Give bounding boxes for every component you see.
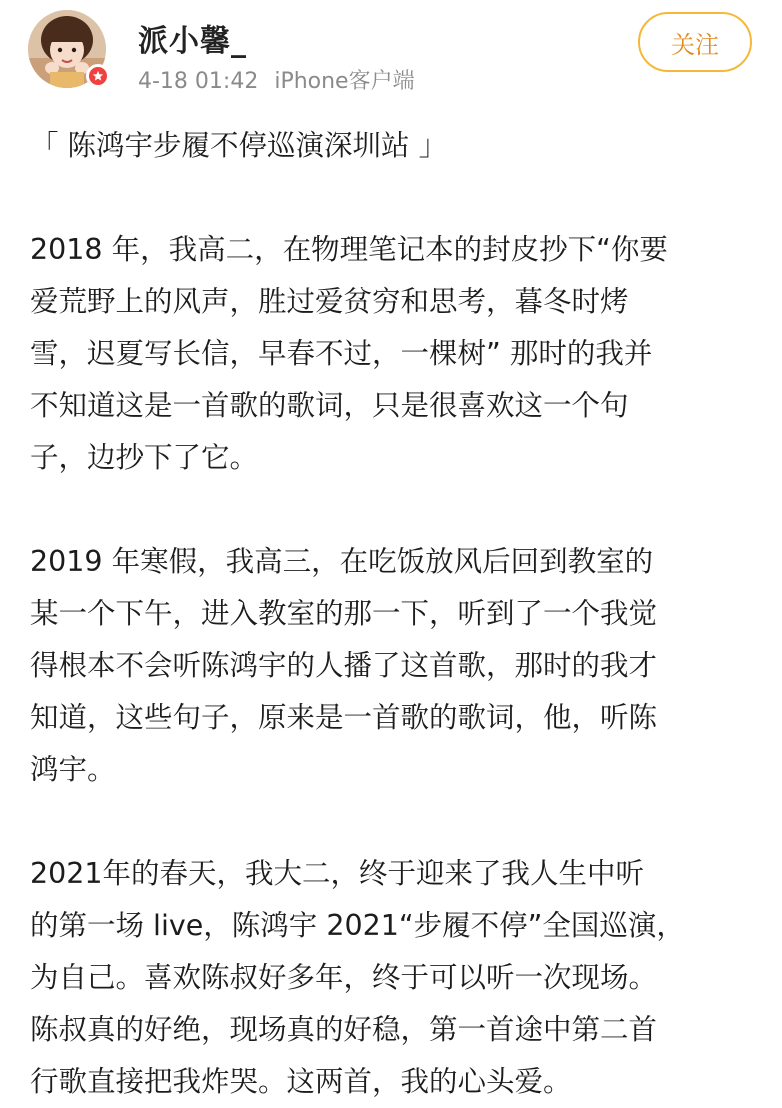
paragraph-1 bbox=[30, 224, 760, 484]
author-name[interactable]: 派小馨_ bbox=[138, 24, 247, 59]
follow-button[interactable]: 关注 bbox=[638, 12, 752, 72]
verified-star-icon bbox=[92, 70, 104, 82]
paragraph-line: 知道，这些句子，原来是一首歌的歌词，他，听陈 bbox=[30, 701, 658, 734]
paragraph-line: 鸿宇。 bbox=[30, 753, 116, 786]
paragraph-line: 雪，迟夏写长信，早春不过，一棵树” 那时的我并 bbox=[30, 337, 653, 370]
paragraph-line: 不知道这是一首歌的歌词，只是很喜欢这一个句 bbox=[30, 389, 629, 422]
paragraph-line: 2021年的春天，我大二，终于迎来了我人生中听 bbox=[30, 857, 645, 890]
paragraph-line: 2019 年寒假，我高三，在吃饭放风后回到教室的 bbox=[30, 545, 654, 578]
paragraph-line: 为自己。喜欢陈叔好多年，终于可以听一次现场。 bbox=[30, 961, 658, 994]
paragraph-line: 爱荒野上的风声，胜过爱贫穷和思考，暮冬时烤 bbox=[30, 285, 629, 318]
post-source: iPhone客户端 bbox=[274, 69, 415, 94]
post-meta bbox=[138, 64, 415, 95]
paragraph-line: 子，边抄下了它。 bbox=[30, 441, 259, 474]
post-body bbox=[30, 120, 760, 1108]
paragraph-line: 行歌直接把我炸哭。这两首，我的心头爱。 bbox=[30, 1065, 572, 1098]
post-timestamp: 4-18 01:42 bbox=[138, 69, 259, 94]
paragraph-2 bbox=[30, 536, 760, 796]
paragraph-line: 某一个下午，进入教室的那一下，听到了一个我觉 bbox=[30, 597, 658, 630]
verified-badge bbox=[86, 64, 110, 88]
paragraph-3 bbox=[30, 848, 760, 1108]
paragraph-line: 陈叔真的好绝，现场真的好稳，第一首途中第二首 bbox=[30, 1013, 658, 1046]
post-header bbox=[0, 0, 782, 110]
post-title: 「 陈鸿宇步履不停巡演深圳站 」 bbox=[30, 129, 448, 162]
paragraph-line: 2018 年，我高二，在物理笔记本的封皮抄下“你要 bbox=[30, 233, 668, 266]
paragraph-line: 得根本不会听陈鸿宇的人播了这首歌，那时的我才 bbox=[30, 649, 658, 682]
paragraph-line: 的第一场 live，陈鸿宇 2021“步履不停”全国巡演， bbox=[30, 909, 685, 942]
